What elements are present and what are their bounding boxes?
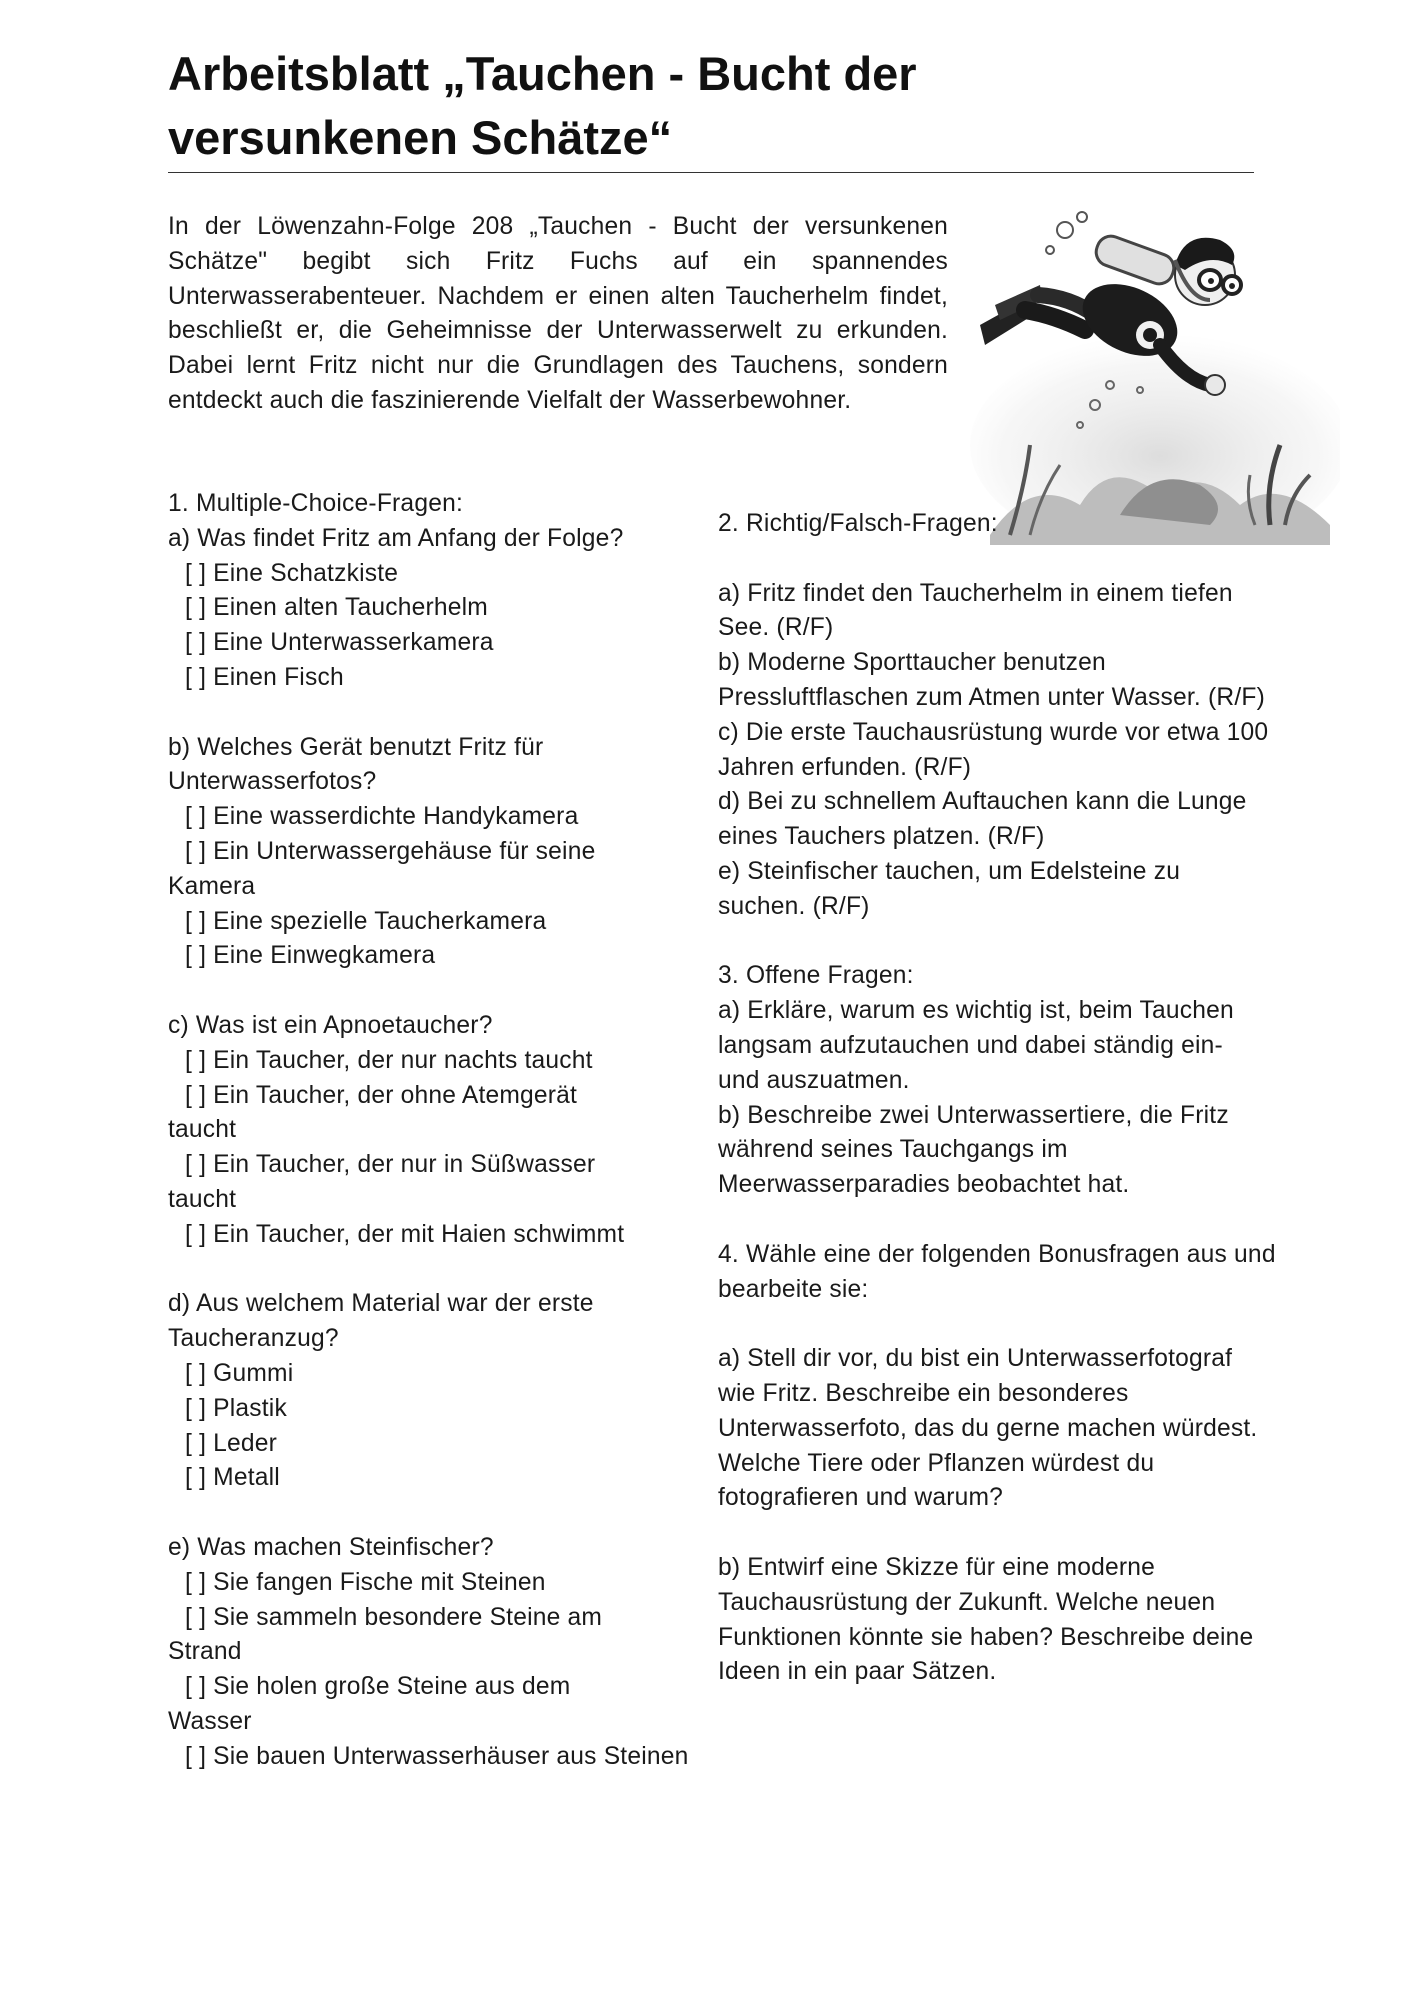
spacer [168, 1253, 788, 1288]
tf-line: Pressluftflaschen zum Atmen unter Wasser. (R/F) [718, 683, 1265, 711]
open-question-line: während seines Tauchgangs im [718, 1136, 1068, 1164]
tf-line: eines Tauchers platzen. (R/F) [718, 823, 1045, 851]
tf-line: a) Fritz findet den Taucherhelm in einem tiefen [718, 579, 1233, 607]
option-1e-1[interactable]: [ ] Sie fangen Fische mit Steinen [185, 1568, 546, 1596]
right-column [718, 507, 1338, 1690]
option-1d-3[interactable]: [ ] Leder [185, 1429, 278, 1457]
option-1b-3[interactable]: [ ] Eine spezielle Taucherkamera [185, 907, 547, 935]
option-1b-4[interactable]: [ ] Eine Einwegkamera [185, 942, 436, 970]
multiple-choice-section [168, 487, 788, 1774]
option-1e-2[interactable]: [ ] Sie sammeln besondere Steine am [185, 1603, 603, 1631]
option-1d-4[interactable]: [ ] Metall [185, 1464, 280, 1492]
option-1e-4[interactable]: [ ] Sie bauen Unterwasserhäuser aus Steinen [185, 1742, 689, 1770]
open-question-line: Meerwasserparadies beobachtet hat. [718, 1171, 1130, 1199]
open-question-line: langsam aufzutauchen und dabei ständig ein- [718, 1031, 1223, 1059]
question-1b-line2: Unterwasserfotos? [168, 768, 377, 796]
open-question-line: b) Beschreibe zwei Unterwassertiere, die Fritz [718, 1101, 1229, 1129]
option-1a-2[interactable]: [ ] Einen alten Taucherhelm [185, 594, 488, 622]
spacer [718, 542, 1338, 577]
page-title [168, 42, 1268, 170]
bonus-a-line: a) Stell dir vor, du bist ein Unterwasserfotograf [718, 1345, 1233, 1373]
option-1b-2[interactable]: [ ] Ein Unterwassergehäuse für seine [185, 837, 596, 865]
tf-line: suchen. (R/F) [718, 892, 870, 920]
option-1a-4[interactable]: [ ] Einen Fisch [185, 663, 344, 691]
title-line-1: Arbeitsblatt „Tauchen - Bucht der [168, 47, 917, 100]
question-1b-line1: b) Welches Gerät benutzt Fritz für [168, 733, 544, 761]
open-question-line: a) Erkläre, warum es wichtig ist, beim Tauchen [718, 997, 1234, 1025]
title-line-2: versunkenen Schätze“ [168, 111, 673, 164]
section2-heading: 2. Richtig/Falsch-Fragen: [718, 510, 998, 537]
option-1e-3[interactable]: [ ] Sie holen große Steine aus dem [185, 1673, 571, 1701]
spacer [168, 1496, 788, 1531]
tf-line: d) Bei zu schnellem Auftauchen kann die Lunge [718, 788, 1247, 816]
spacer [168, 696, 788, 731]
question-1d-line2: Taucheranzug? [168, 1325, 339, 1353]
intro-paragraph: In der Löwenzahn-Folge 208 „Tauchen - Bucht der versunkenen Schätze" begibt sich Fritz Fuchs auf ein spannendes Unterwasserabenteuer. Nachdem er einen alten Taucherhelm findet, beschließt er, die Geheimnisse der Unterwasserwelt zu erkunden. Dabei lernt Fritz nicht nur die Grundlagen des Tauchens, sondern entdeckt auch die faszinierende Vielfalt der Wasserbewohner. [168, 213, 948, 414]
option-1c-3[interactable]: [ ] Ein Taucher, der nur in Süßwasser [185, 1151, 596, 1179]
bonus-a-line: wie Fritz. Beschreibe ein besonderes [718, 1379, 1129, 1407]
section4-heading-line2: bearbeite sie: [718, 1275, 869, 1303]
option-1c-3-cont: taucht [168, 1185, 237, 1213]
tf-line: See. (R/F) [718, 614, 834, 642]
tf-line: e) Steinfischer tauchen, um Edelsteine zu [718, 857, 1181, 885]
spacer [718, 1203, 1338, 1238]
option-1d-1[interactable]: [ ] Gummi [185, 1359, 294, 1387]
option-1c-2-cont: taucht [168, 1116, 237, 1144]
option-1a-1[interactable]: [ ] Eine Schatzkiste [185, 559, 399, 587]
bonus-b-line: Funktionen könnte sie haben? Beschreibe deine [718, 1623, 1254, 1651]
option-1e-2-cont: Strand [168, 1638, 242, 1666]
spacer [718, 925, 1338, 960]
scuba-diver-illustration [970, 205, 1340, 545]
option-1c-4[interactable]: [ ] Ein Taucher, der mit Haien schwimmt [185, 1220, 625, 1248]
option-1b-2-cont: Kamera [168, 872, 256, 900]
section1-heading: 1. Multiple-Choice-Fragen: [168, 490, 463, 517]
option-1c-2[interactable]: [ ] Ein Taucher, der ohne Atemgerät [185, 1081, 578, 1109]
option-1a-3[interactable]: [ ] Eine Unterwasserkamera [185, 629, 494, 657]
bonus-b-line: b) Entwirf eine Skizze für eine moderne [718, 1553, 1156, 1581]
tf-line: b) Moderne Sporttaucher benutzen [718, 649, 1106, 677]
section3-heading: 3. Offene Fragen: [718, 962, 914, 990]
question-1c: c) Was ist ein Apnoetaucher? [168, 1011, 493, 1039]
section4-heading-line1: 4. Wähle eine der folgenden Bonusfragen aus und [718, 1240, 1276, 1268]
option-1b-1[interactable]: [ ] Eine wasserdichte Handykamera [185, 803, 579, 831]
spacer [718, 1307, 1338, 1342]
spacer [168, 974, 788, 1009]
option-1d-2[interactable]: [ ] Plastik [185, 1394, 287, 1422]
question-1a: a) Was findet Fritz am Anfang der Folge? [168, 524, 624, 552]
option-1e-3-cont: Wasser [168, 1707, 252, 1735]
bonus-a-line: fotografieren und warum? [718, 1484, 1004, 1512]
bonus-b-line: Ideen in ein paar Sätzen. [718, 1658, 997, 1686]
bonus-b-line: Tauchausrüstung der Zukunft. Welche neuen [718, 1588, 1216, 1616]
option-1c-1[interactable]: [ ] Ein Taucher, der nur nachts taucht [185, 1046, 593, 1074]
bonus-a-line: Welche Tiere oder Pflanzen würdest du [718, 1449, 1155, 1477]
tf-line: c) Die erste Tauchausrüstung wurde vor etwa 100 [718, 718, 1269, 746]
question-1e: e) Was machen Steinfischer? [168, 1533, 494, 1561]
tf-line: Jahren erfunden. (R/F) [718, 753, 972, 781]
title-divider [168, 172, 1254, 173]
question-1d-line1: d) Aus welchem Material war der erste [168, 1290, 594, 1318]
bonus-a-line: Unterwasserfoto, das du gerne machen würdest. [718, 1414, 1258, 1442]
open-question-line: und auszuatmen. [718, 1066, 910, 1094]
spacer [718, 1516, 1338, 1551]
